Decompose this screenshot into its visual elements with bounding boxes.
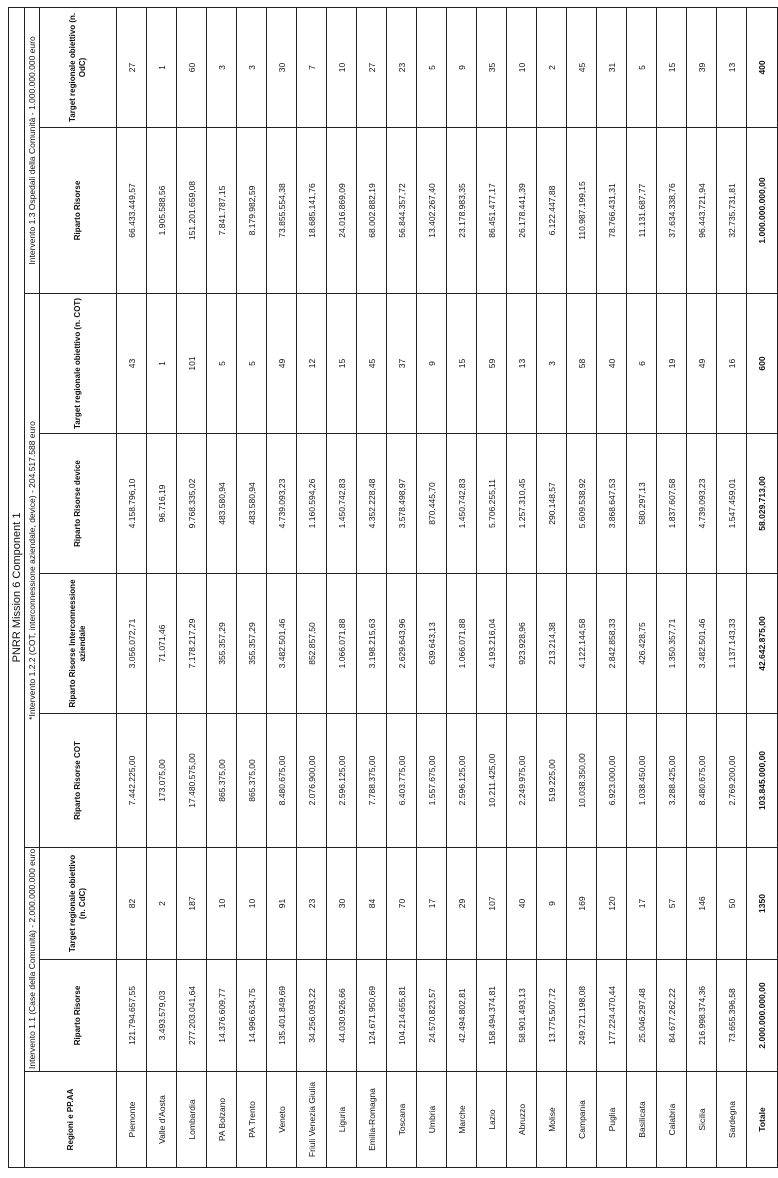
total-label-cell: Totale [747,1072,778,1168]
table-row [627,7,657,1167]
value-cell-c8: 60 [177,7,207,127]
table-row [417,7,447,1167]
value-cell-c1: 277.203.041,64 [177,960,207,1072]
table-row [267,7,297,1167]
table-row [717,7,747,1167]
value-cell-c6: 58 [567,294,597,434]
value-cell-c2: 50 [717,848,747,960]
total-row [747,7,778,1167]
value-cell-c7: 68.002.882,19 [357,128,387,294]
value-cell-c8: 1 [147,7,177,127]
value-cell-c8: 30 [267,7,297,127]
value-cell-c3: 173.075,00 [147,714,177,848]
value-cell-c3: 2.076.900,00 [297,714,327,848]
value-cell-c6: 12 [297,294,327,434]
table-row [657,7,687,1167]
header-c3: Riparto Risorse COT [40,714,117,848]
value-cell-c1: 24.570.823,57 [417,960,447,1072]
value-cell-c3: 1.557.675,00 [417,714,447,848]
value-cell-c1: 73.655.396,58 [717,960,747,1072]
value-cell-c7: 23.178.983,35 [447,128,477,294]
region-name-cell: Lombardia [177,1072,207,1168]
region-name-cell: PA Bolzano [207,1072,237,1168]
value-cell-c3: 10.211.425,00 [477,714,507,848]
value-cell-c6: 45 [357,294,387,434]
value-cell-c8: 13 [717,7,747,127]
value-cell-c2: 120 [597,848,627,960]
value-cell-c3: 2.769.200,00 [717,714,747,848]
value-cell-c4: 1.066.071,88 [327,574,357,714]
value-cell-c1: 58.901.493,13 [507,960,537,1072]
value-cell-c1: 124.671.950,69 [357,960,387,1072]
group-header-3: Intervento 1.3 Ospedali della Comunità - 1.000.000.000 euro [25,7,40,293]
table-row [177,7,207,1167]
value-cell-c3: 865.375,00 [237,714,267,848]
value-cell-c6: 13 [507,294,537,434]
value-cell-c8: 45 [567,7,597,127]
value-cell-c8: 27 [117,7,147,127]
value-cell-c2: 107 [477,848,507,960]
value-cell-c7: 66.433.449,57 [117,128,147,294]
table-row [327,7,357,1167]
value-cell-c7: 13.402.267,40 [417,128,447,294]
value-cell-c8: 35 [477,7,507,127]
value-cell-c7: 110.987.199,15 [567,128,597,294]
value-cell-c4: 1.066.071,88 [447,574,477,714]
value-cell-c8: 10 [507,7,537,127]
value-cell-c7: 78.766.431,31 [597,128,627,294]
value-cell-c5: 1.450.742,83 [447,434,477,574]
region-name-cell: Umbria [417,1072,447,1168]
value-cell-c5: 4.352.228,48 [357,434,387,574]
value-cell-c6: 6 [627,294,657,434]
value-cell-c3: 2.249.975,00 [507,714,537,848]
value-cell-c4: 639.643,13 [417,574,447,714]
value-cell-c7: 18.685.141,76 [297,128,327,294]
table-row [537,7,567,1167]
value-cell-c2: 70 [387,848,417,960]
value-cell-c3: 7.442.225,00 [117,714,147,848]
value-cell-c4: 852.857,50 [297,574,327,714]
value-cell-c7: 6.122.447,88 [537,128,567,294]
table-row [567,7,597,1167]
value-cell-c2: 169 [567,848,597,960]
value-cell-c6: 15 [447,294,477,434]
value-cell-c2: 91 [267,848,297,960]
header-c1: Riparto Risorse [40,960,117,1072]
table-row [357,7,387,1167]
header-region: Regioni e PP.AA [25,1072,117,1168]
total-cell-c7: 1.000.000.000,00 [747,128,778,294]
value-cell-c8: 5 [417,7,447,127]
region-name-cell: Valle d'Aosta [147,1072,177,1168]
group-header-1: Intervento 1.1 (Case della Comunità) - 2.000.000.000 euro [25,848,40,1072]
region-name-cell: Calabria [657,1072,687,1168]
value-cell-c3: 3.288.425,00 [657,714,687,848]
value-cell-c6: 37 [387,294,417,434]
value-cell-c2: 40 [507,848,537,960]
value-cell-c1: 13.775.507,72 [537,960,567,1072]
value-cell-c8: 3 [207,7,237,127]
value-cell-c1: 25.046.297,48 [627,960,657,1072]
region-name-cell: Toscana [387,1072,417,1168]
value-cell-c8: 7 [297,7,327,127]
value-cell-c4: 2.629.643,96 [387,574,417,714]
value-cell-c5: 3.578.498,97 [387,434,417,574]
value-cell-c1: 158.494.374,81 [477,960,507,1072]
table-row [597,7,627,1167]
value-cell-c5: 5.609.538,92 [567,434,597,574]
value-cell-c5: 1.257.310,45 [507,434,537,574]
value-cell-c7: 73.855.554,38 [267,128,297,294]
value-cell-c2: 10 [207,848,237,960]
region-name-cell: Sicilia [687,1072,717,1168]
value-cell-c1: 34.256.093,22 [297,960,327,1072]
value-cell-c3: 2.596.125,00 [327,714,357,848]
value-cell-c3: 519.225,00 [537,714,567,848]
value-cell-c2: 10 [237,848,267,960]
region-name-cell: Marche [447,1072,477,1168]
resource-allocation-table [8,7,778,1168]
value-cell-c6: 59 [477,294,507,434]
value-cell-c7: 11.131.687,77 [627,128,657,294]
value-cell-c1: 3.493.579,03 [147,960,177,1072]
value-cell-c4: 1.350.357,71 [657,574,687,714]
value-cell-c1: 14.376.609,77 [207,960,237,1072]
value-cell-c3: 7.788.375,00 [357,714,387,848]
value-cell-c7: 26.178.441,39 [507,128,537,294]
value-cell-c2: 57 [657,848,687,960]
region-name-cell: PA Trento [237,1072,267,1168]
region-name-cell: Campania [567,1072,597,1168]
value-cell-c7: 1.905.588,56 [147,128,177,294]
header-c4: Riparto Risorse Interconnessione aziendale [40,574,117,714]
total-cell-c3: 103.845.000,00 [747,714,778,848]
value-cell-c5: 1.160.594,26 [297,434,327,574]
value-cell-c5: 1.837.607,58 [657,434,687,574]
value-cell-c4: 1.137.143,33 [717,574,747,714]
value-cell-c3: 865.375,00 [207,714,237,848]
value-cell-c3: 2.596.125,00 [447,714,477,848]
total-cell-c8: 400 [747,7,778,127]
value-cell-c2: 9 [537,848,567,960]
table-row [147,7,177,1167]
total-cell-c1: 2.000.000.000,00 [747,960,778,1072]
header-c2: Target regionale obiettivo (n. CdC) [40,848,117,960]
value-cell-c6: 19 [657,294,687,434]
value-cell-c3: 6.923.000,00 [597,714,627,848]
table-title: PNRR Mission 6 Component 1 [9,7,25,1167]
value-cell-c6: 5 [207,294,237,434]
value-cell-c1: 42.494.802,81 [447,960,477,1072]
region-name-cell: Emilia-Romagna [357,1072,387,1168]
value-cell-c6: 1 [147,294,177,434]
value-cell-c6: 16 [717,294,747,434]
value-cell-c3: 10.038.350,00 [567,714,597,848]
value-cell-c8: 5 [627,7,657,127]
value-cell-c2: 84 [357,848,387,960]
value-cell-c2: 23 [297,848,327,960]
table-row [387,7,417,1167]
value-cell-c6: 3 [537,294,567,434]
value-cell-c5: 4.158.796,10 [117,434,147,574]
table-row [207,7,237,1167]
value-cell-c4: 4.122.144,58 [567,574,597,714]
value-cell-c5: 5.706.255,11 [477,434,507,574]
value-cell-c5: 96.716,19 [147,434,177,574]
value-cell-c6: 40 [597,294,627,434]
value-cell-c8: 39 [687,7,717,127]
value-cell-c4: 213.214,38 [537,574,567,714]
region-name-cell: Friuli Venezia Giulia [297,1072,327,1168]
total-cell-c2: 1350 [747,848,778,960]
region-name-cell: Puglia [597,1072,627,1168]
header-c8: Target regionale obiettivo (n. OdC) [40,7,117,127]
value-cell-c1: 44.030.926,66 [327,960,357,1072]
value-cell-c7: 86.451.477,17 [477,128,507,294]
value-cell-c2: 17 [627,848,657,960]
value-cell-c2: 146 [687,848,717,960]
value-cell-c8: 3 [237,7,267,127]
value-cell-c6: 43 [117,294,147,434]
region-name-cell: Liguria [327,1072,357,1168]
value-cell-c5: 483.580,94 [207,434,237,574]
total-cell-c4: 42.642.875,00 [747,574,778,714]
value-cell-c5: 580.297,13 [627,434,657,574]
value-cell-c1: 121.794.657,55 [117,960,147,1072]
table-row [507,7,537,1167]
value-cell-c3: 17.480.575,00 [177,714,207,848]
value-cell-c6: 9 [417,294,447,434]
value-cell-c5: 4.739.093,23 [267,434,297,574]
value-cell-c4: 3.482.501,46 [267,574,297,714]
value-cell-c2: 30 [327,848,357,960]
value-cell-c7: 37.634.338,76 [657,128,687,294]
value-cell-c1: 14.996.634,75 [237,960,267,1072]
value-cell-c4: 3.198.215,63 [357,574,387,714]
value-cell-c3: 6.403.775,00 [387,714,417,848]
value-cell-c6: 5 [237,294,267,434]
value-cell-c3: 8.480.675,00 [267,714,297,848]
value-cell-c2: 29 [447,848,477,960]
value-cell-c7: 56.844.357,72 [387,128,417,294]
table-row [237,7,267,1167]
value-cell-c3: 1.038.450,00 [627,714,657,848]
value-cell-c5: 290.148,57 [537,434,567,574]
value-cell-c5: 483.580,94 [237,434,267,574]
value-cell-c6: 49 [687,294,717,434]
value-cell-c4: 355.357,29 [237,574,267,714]
value-cell-c2: 187 [177,848,207,960]
region-name-cell: Piemonte [117,1072,147,1168]
region-name-cell: Lazio [477,1072,507,1168]
value-cell-c5: 870.445,70 [417,434,447,574]
group-header-2: *Intervento 1.2.2 (COT, interconnessione aziendale, device) - 204.517.588 euro [25,294,40,848]
value-cell-c1: 249.721.198,08 [567,960,597,1072]
value-cell-c8: 23 [387,7,417,127]
value-cell-c1: 135.401.849,69 [267,960,297,1072]
value-cell-c5: 3.868.647,53 [597,434,627,574]
value-cell-c7: 24.016.869,09 [327,128,357,294]
value-cell-c7: 151.201.659,08 [177,128,207,294]
value-cell-c4: 71.071,46 [147,574,177,714]
value-cell-c8: 27 [357,7,387,127]
header-c7: Riparto Risorse [40,128,117,294]
value-cell-c4: 3.482.501,46 [687,574,717,714]
value-cell-c4: 3.056.072,71 [117,574,147,714]
header-c6: Target regionale obiettivo (n. COT) [40,294,117,434]
value-cell-c6: 15 [327,294,357,434]
table-row [477,7,507,1167]
value-cell-c2: 2 [147,848,177,960]
value-cell-c4: 4.193.216,04 [477,574,507,714]
value-cell-c4: 426.428,75 [627,574,657,714]
value-cell-c6: 49 [267,294,297,434]
value-cell-c3: 8.480.675,00 [687,714,717,848]
table-body [117,7,778,1167]
value-cell-c1: 216.998.374,36 [687,960,717,1072]
table-row [117,7,147,1167]
value-cell-c4: 923.928,96 [507,574,537,714]
value-cell-c1: 177.224.470,44 [597,960,627,1072]
value-cell-c1: 104.214.655,81 [387,960,417,1072]
value-cell-c8: 15 [657,7,687,127]
value-cell-c8: 2 [537,7,567,127]
value-cell-c5: 9.768.335,02 [177,434,207,574]
header-c5: Riparto Risorse device [40,434,117,574]
value-cell-c4: 7.178.217,29 [177,574,207,714]
value-cell-c5: 1.450.742,83 [327,434,357,574]
value-cell-c5: 1.547.459,01 [717,434,747,574]
region-name-cell: Sardegna [717,1072,747,1168]
value-cell-c6: 101 [177,294,207,434]
value-cell-c8: 10 [327,7,357,127]
value-cell-c1: 84.677.262,22 [657,960,687,1072]
total-cell-c5: 58.029.713,00 [747,434,778,574]
value-cell-c8: 9 [447,7,477,127]
value-cell-c5: 4.739.093,23 [687,434,717,574]
value-cell-c7: 32.735.731,81 [717,128,747,294]
table-row [447,7,477,1167]
table-row [297,7,327,1167]
value-cell-c7: 96.443.721,94 [687,128,717,294]
value-cell-c2: 17 [417,848,447,960]
value-cell-c7: 7.841.787,15 [207,128,237,294]
value-cell-c7: 8.179.982,59 [237,128,267,294]
region-name-cell: Veneto [267,1072,297,1168]
total-cell-c6: 600 [747,294,778,434]
region-name-cell: Abruzzo [507,1072,537,1168]
value-cell-c4: 355.357,29 [207,574,237,714]
table-row [687,7,717,1167]
value-cell-c4: 2.842.858,33 [597,574,627,714]
region-name-cell: Basilicata [627,1072,657,1168]
value-cell-c8: 31 [597,7,627,127]
region-name-cell: Molise [537,1072,567,1168]
value-cell-c2: 82 [117,848,147,960]
